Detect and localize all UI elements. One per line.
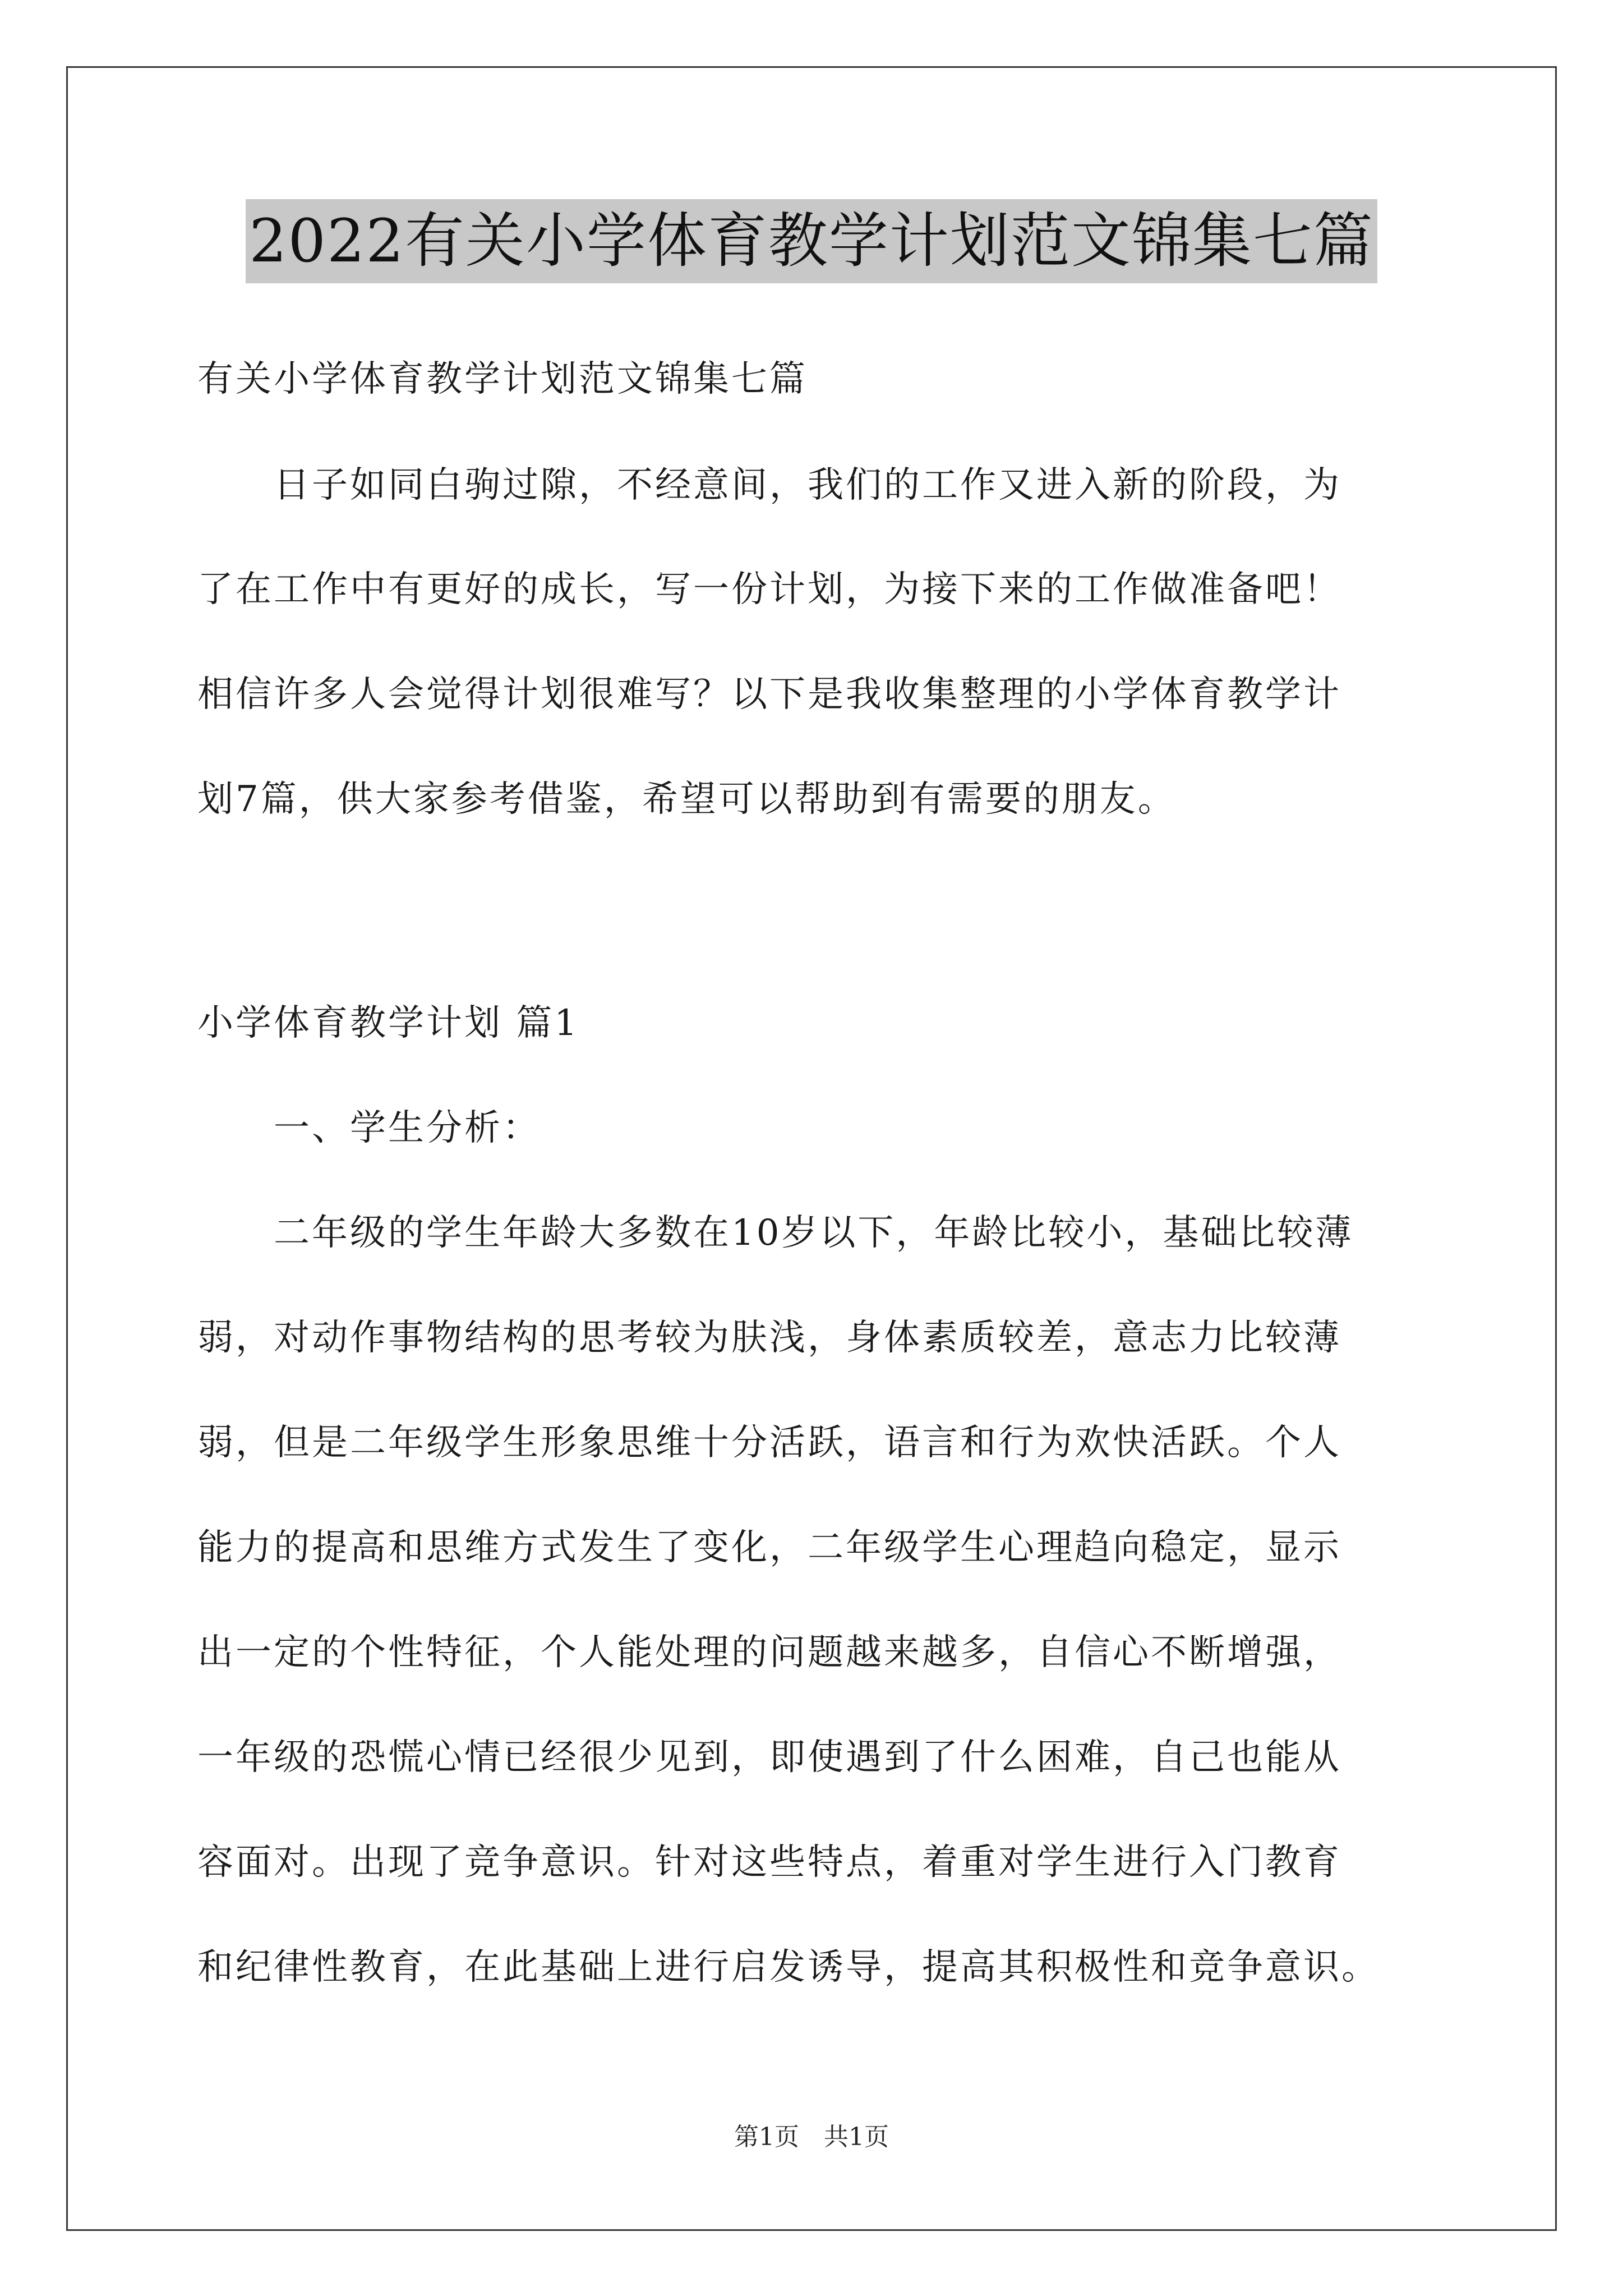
intro-line-4: 划7篇，供大家参考借鉴，希望可以帮助到有需要的朋友。 <box>197 779 1176 820</box>
body-line-6: 一年级的恐慌心情已经很少见到，即使遇到了什么困难，自己也能从 <box>197 1737 1341 1778</box>
title-container <box>0 199 1623 283</box>
intro-line-1: 日子如同白驹过隙，不经意间，我们的工作又进入新的阶段，为 <box>197 464 1341 506</box>
body-line-4: 能力的提高和思维方式发生了变化，二年级学生心理趋向稳定，显示 <box>197 1527 1341 1568</box>
body-line-5: 出一定的个性特征，个人能处理的问题越来越多，自信心不断增强， <box>197 1632 1341 1673</box>
document-subtitle: 有关小学体育教学计划范文锦集七篇 <box>197 358 808 400</box>
body-line-1: 二年级的学生年龄大多数在10岁以下，年龄比较小，基础比较薄 <box>197 1212 1354 1254</box>
intro-line-3: 相信许多人会觉得计划很难写？以下是我收集整理的小学体育教学计 <box>197 674 1341 715</box>
intro-line-2: 了在工作中有更好的成长，写一份计划，为接下来的工作做准备吧！ <box>197 569 1341 610</box>
section-heading: 小学体育教学计划 篇1 <box>197 1002 580 1044</box>
body-line-2: 弱，对动作事物结构的思考较为肤浅，身体素质较差，意志力比较薄 <box>197 1317 1341 1359</box>
body-line-8: 和纪律性教育，在此基础上进行启发诱导，提高其积极性和竞争意识。 <box>197 1947 1380 1988</box>
subheading: 一、学生分析： <box>197 1107 541 1149</box>
body-line-7: 容面对。出现了竞争意识。针对这些特点，着重对学生进行入门教育 <box>197 1842 1341 1883</box>
body-line-3: 弱，但是二年级学生形象思维十分活跃，语言和行为欢快活跃。个人 <box>197 1422 1341 1464</box>
document-title: 2022有关小学体育教学计划范文锦集七篇 <box>246 199 1377 283</box>
page-footer: 第1页 共1页 <box>734 2123 889 2151</box>
